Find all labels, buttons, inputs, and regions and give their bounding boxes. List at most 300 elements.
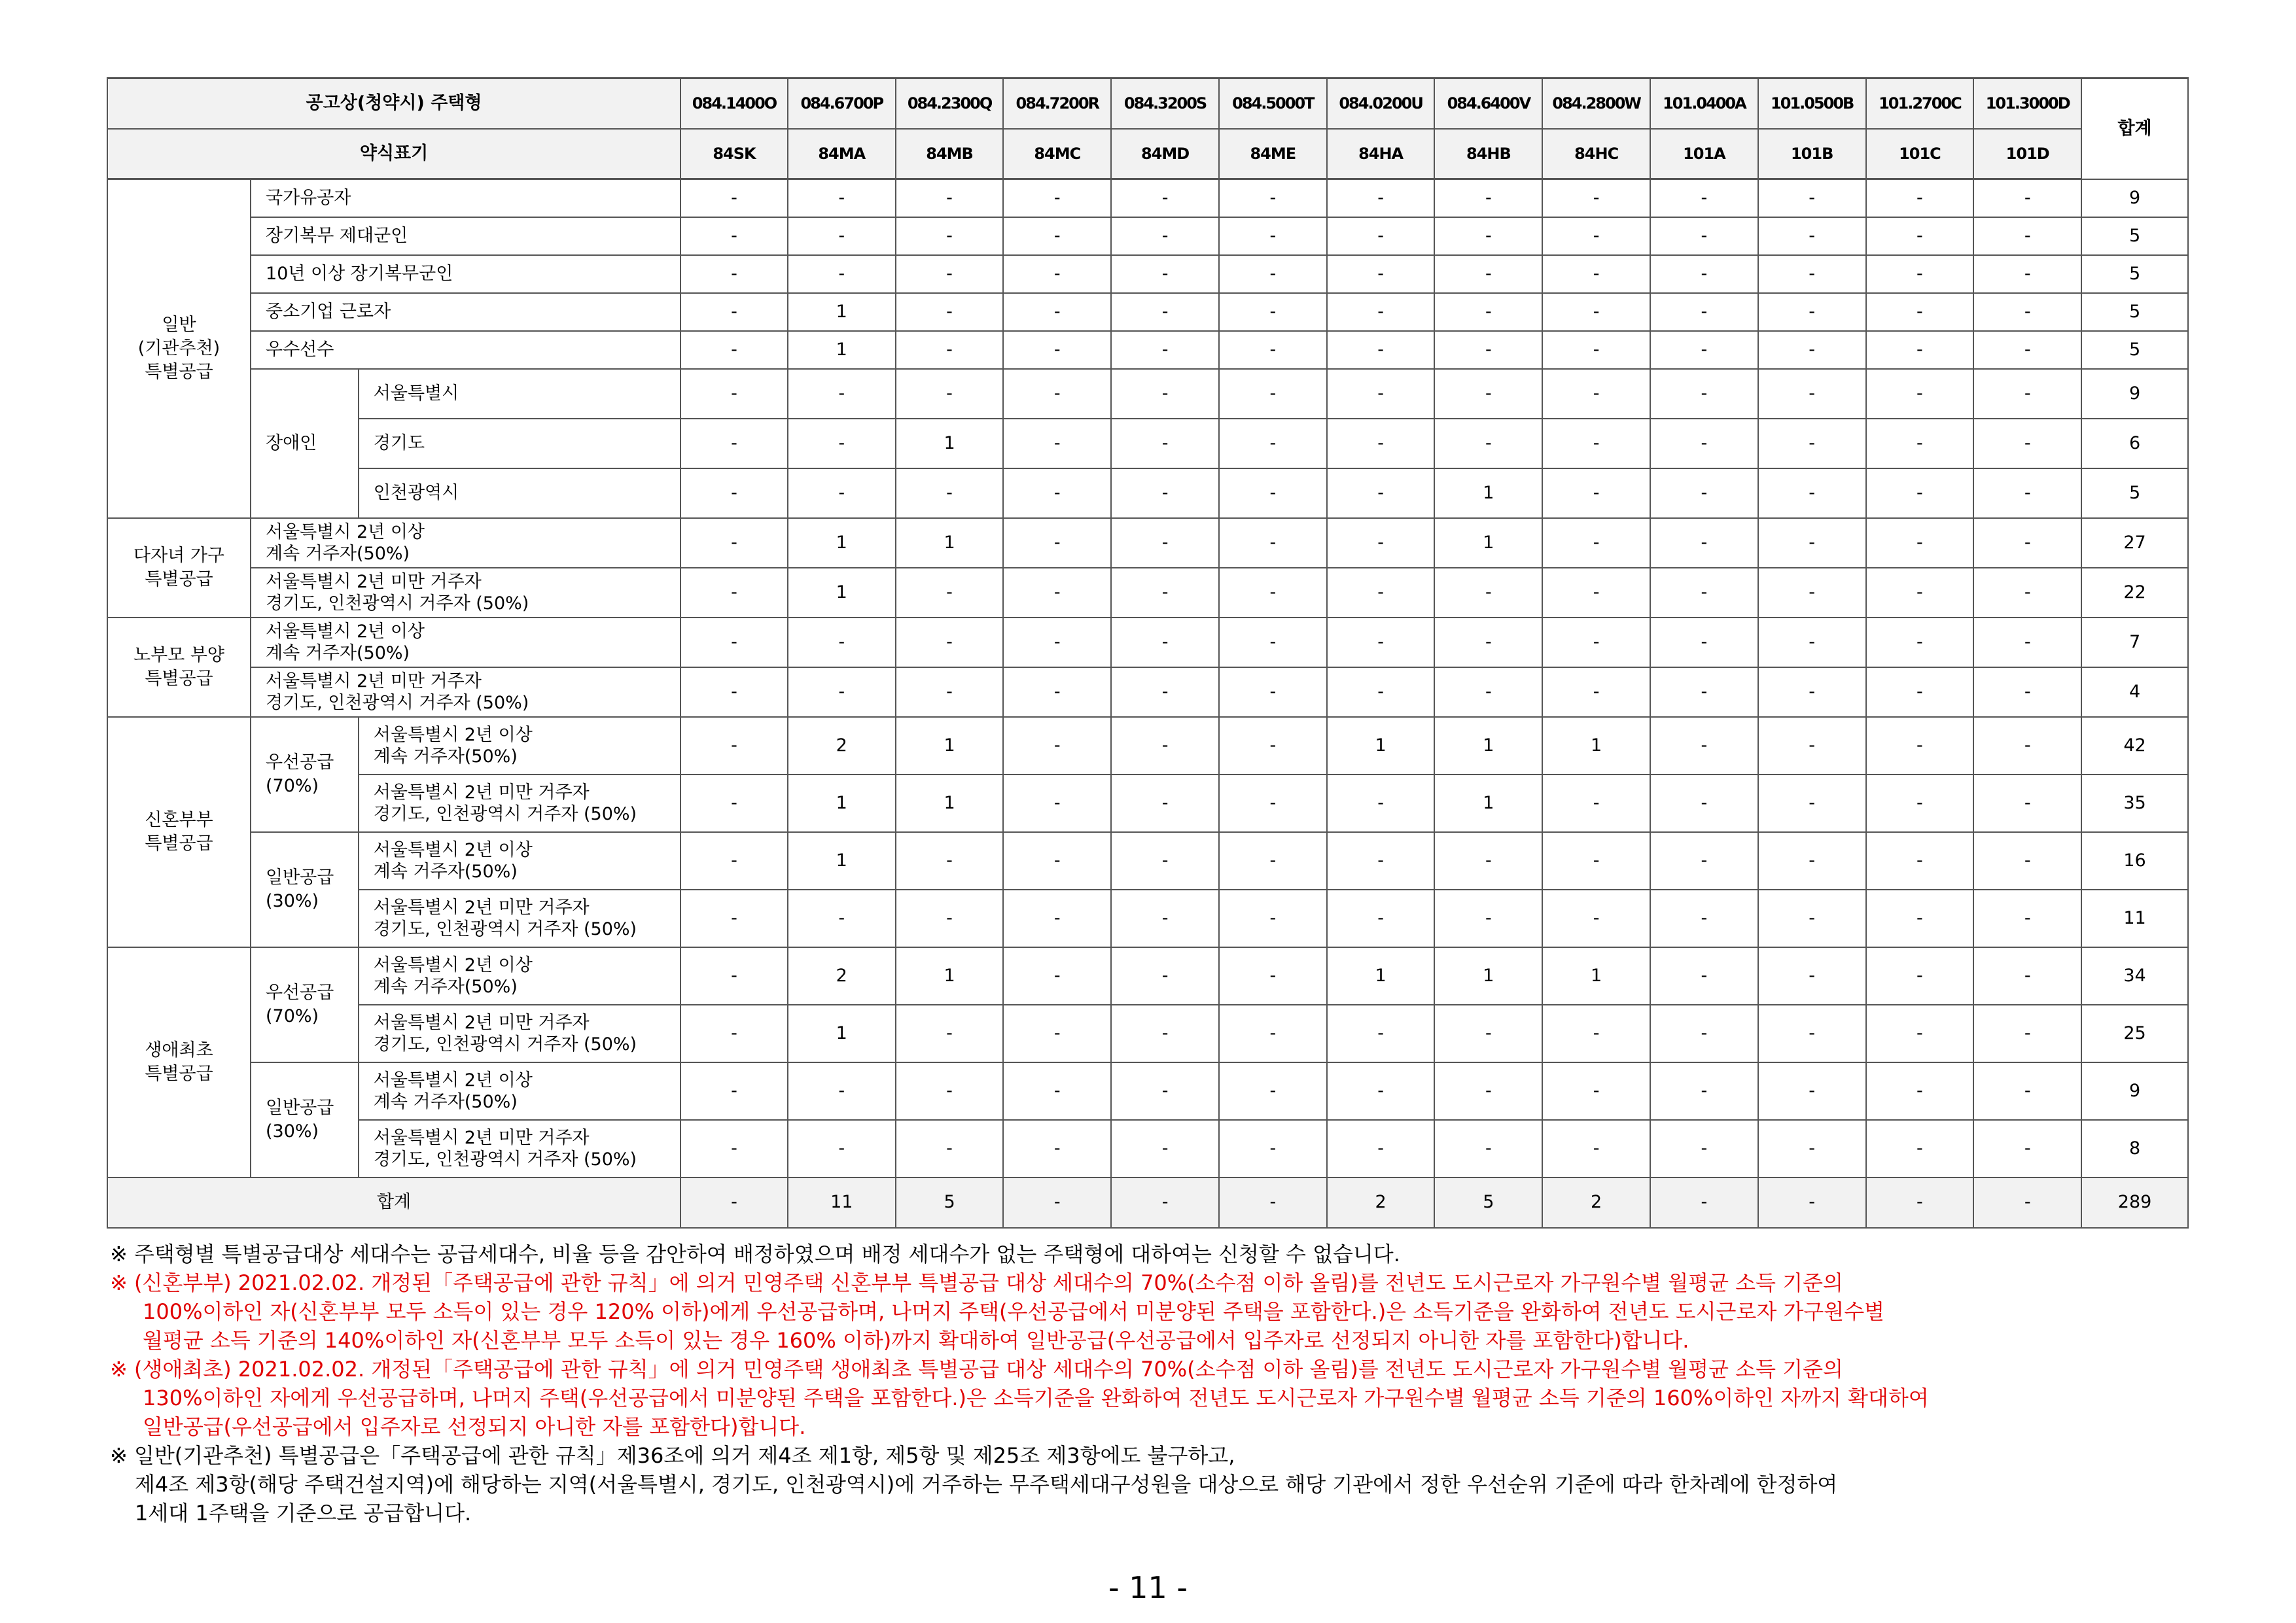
row-total: 25: [2081, 1005, 2188, 1062]
value-cell: 1: [788, 1005, 896, 1062]
value-cell: -: [1866, 179, 1974, 217]
table-row: [107, 832, 2188, 890]
value-cell: -: [1542, 890, 1650, 947]
value-cell: 1: [1434, 947, 1542, 1005]
value-cell: -: [1542, 179, 1650, 217]
value-cell: -: [1542, 255, 1650, 293]
value-cell: -: [1219, 369, 1327, 419]
table-row: [107, 947, 2188, 1005]
value-cell: -: [1219, 331, 1327, 369]
value-cell: 1: [788, 775, 896, 832]
type-code-header: 084.2300Q: [896, 79, 1004, 129]
value-cell: -: [1219, 179, 1327, 217]
value-cell: -: [1758, 1005, 1866, 1062]
value-cell: -: [896, 179, 1004, 217]
type-abbr-header: 101C: [1866, 129, 1974, 179]
value-cell: -: [1111, 618, 1219, 667]
row-total: 16: [2081, 832, 2188, 890]
value-cell: -: [788, 468, 896, 518]
type-abbr-header: 101D: [1973, 129, 2081, 179]
value-cell: -: [1758, 947, 1866, 1005]
value-cell: -: [680, 832, 788, 890]
value-cell: 1: [1327, 717, 1435, 775]
table-row: [107, 255, 2188, 293]
table-row: [107, 468, 2188, 518]
row-label: 서울특별시 2년 이상 계속 거주자(50%): [359, 832, 680, 890]
value-cell: -: [1758, 369, 1866, 419]
sum-value: -: [1650, 1178, 1758, 1228]
value-cell: -: [1219, 1062, 1327, 1120]
value-cell: -: [1650, 331, 1758, 369]
value-cell: -: [680, 369, 788, 419]
row-label: 서울특별시 2년 이상 계속 거주자(50%): [251, 518, 680, 568]
type-code-header: 101.0400A: [1650, 79, 1758, 129]
row-total: 9: [2081, 369, 2188, 419]
value-cell: -: [788, 255, 896, 293]
value-cell: -: [1219, 775, 1327, 832]
value-cell: -: [1219, 1005, 1327, 1062]
value-cell: -: [1542, 419, 1650, 468]
value-cell: -: [1542, 518, 1650, 568]
row-total: 5: [2081, 468, 2188, 518]
value-cell: -: [1542, 775, 1650, 832]
value-cell: -: [896, 293, 1004, 331]
value-cell: -: [1758, 217, 1866, 255]
sum-value: -: [1111, 1178, 1219, 1228]
value-cell: -: [1327, 832, 1435, 890]
sum-total: 289: [2081, 1178, 2188, 1228]
value-cell: -: [1434, 832, 1542, 890]
value-cell: -: [1866, 890, 1974, 947]
value-cell: -: [788, 1062, 896, 1120]
value-cell: -: [1111, 217, 1219, 255]
value-cell: -: [680, 1120, 788, 1178]
row-total: 9: [2081, 1062, 2188, 1120]
type-abbr-header: 84SK: [680, 129, 788, 179]
value-cell: 1: [1542, 947, 1650, 1005]
value-cell: -: [1758, 667, 1866, 717]
row-total: 11: [2081, 890, 2188, 947]
value-cell: 1: [1434, 775, 1542, 832]
sum-value: 5: [896, 1178, 1004, 1228]
value-cell: -: [1003, 369, 1111, 419]
value-cell: -: [680, 717, 788, 775]
value-cell: -: [1219, 1120, 1327, 1178]
value-cell: -: [1973, 568, 2081, 618]
value-cell: -: [1219, 255, 1327, 293]
value-cell: -: [1542, 468, 1650, 518]
value-cell: -: [1111, 1062, 1219, 1120]
subgroup-priority: 우선공급 (70%): [251, 947, 359, 1062]
value-cell: -: [680, 255, 788, 293]
value-cell: -: [1434, 217, 1542, 255]
type-code-header: 084.7200R: [1003, 79, 1111, 129]
value-cell: -: [1973, 331, 2081, 369]
value-cell: -: [1003, 775, 1111, 832]
table-body: [107, 179, 2188, 1228]
value-cell: -: [1866, 255, 1974, 293]
value-cell: -: [1542, 568, 1650, 618]
value-cell: -: [680, 1062, 788, 1120]
value-cell: -: [896, 468, 1004, 518]
sum-row: [107, 1178, 2188, 1228]
table-row: [107, 331, 2188, 369]
table-row: [107, 179, 2188, 217]
type-code-header: 084.6400V: [1434, 79, 1542, 129]
note-institution-line2: 제4조 제3항(해당 주택건설지역)에 해당하는 지역(서울특별시, 경기도, 인천광역시)에 거주하는 무주택세대구성원을 대상으로 해당 기관에서 정한 우선순위 기준에 따라 한차례에 한정하여: [135, 1472, 1838, 1497]
value-cell: -: [1219, 890, 1327, 947]
value-cell: -: [1219, 217, 1327, 255]
value-cell: 1: [1434, 468, 1542, 518]
row-label: 서울특별시 2년 미만 거주자 경기도, 인천광역시 거주자 (50%): [359, 1005, 680, 1062]
sum-value: -: [1003, 1178, 1111, 1228]
value-cell: -: [1866, 947, 1974, 1005]
value-cell: -: [1542, 369, 1650, 419]
value-cell: -: [1219, 618, 1327, 667]
value-cell: -: [1650, 217, 1758, 255]
value-cell: -: [1650, 568, 1758, 618]
value-cell: -: [1973, 947, 2081, 1005]
value-cell: -: [1111, 293, 1219, 331]
value-cell: -: [896, 667, 1004, 717]
sum-value: 2: [1327, 1178, 1435, 1228]
table-row: [107, 1062, 2188, 1120]
value-cell: -: [1111, 179, 1219, 217]
value-cell: -: [1327, 518, 1435, 568]
value-cell: -: [1650, 947, 1758, 1005]
value-cell: -: [1111, 1005, 1219, 1062]
value-cell: -: [1219, 832, 1327, 890]
value-cell: -: [1542, 1005, 1650, 1062]
value-cell: -: [1758, 890, 1866, 947]
value-cell: -: [1111, 419, 1219, 468]
value-cell: -: [1327, 293, 1435, 331]
value-cell: -: [788, 217, 896, 255]
value-cell: -: [680, 947, 788, 1005]
subgroup-general: 일반공급 (30%): [251, 832, 359, 947]
note-institution-line3: 1세대 1주택을 기준으로 공급합니다.: [135, 1501, 472, 1526]
value-cell: -: [1758, 331, 1866, 369]
value-cell: -: [1327, 1120, 1435, 1178]
value-cell: -: [1003, 1062, 1111, 1120]
value-cell: -: [1111, 369, 1219, 419]
value-cell: -: [1542, 667, 1650, 717]
value-cell: -: [680, 217, 788, 255]
value-cell: -: [1111, 947, 1219, 1005]
value-cell: -: [1866, 1062, 1974, 1120]
value-cell: -: [1758, 518, 1866, 568]
value-cell: -: [1434, 618, 1542, 667]
value-cell: -: [1866, 667, 1974, 717]
value-cell: -: [1866, 419, 1974, 468]
value-cell: -: [1758, 618, 1866, 667]
group-multi-child: 다자녀 가구 특별공급: [107, 518, 251, 618]
row-total: 9: [2081, 179, 2188, 217]
value-cell: -: [1758, 419, 1866, 468]
value-cell: -: [1003, 667, 1111, 717]
value-cell: -: [1650, 369, 1758, 419]
subgroup-priority: 우선공급 (70%): [251, 717, 359, 832]
row-total: 5: [2081, 293, 2188, 331]
value-cell: -: [1327, 331, 1435, 369]
value-cell: 1: [1434, 717, 1542, 775]
value-cell: -: [1973, 255, 2081, 293]
row-label: 중소기업 근로자: [251, 293, 680, 331]
value-cell: -: [680, 568, 788, 618]
note-first-home-line1: ※ (생애최초) 2021.02.02. 개정된「주택공급에 관한 규칙」에 의거 민영주택 생애최초 특별공급 대상 세대수의 70%(소수점 이하 올림)를 전년도 도시근로자 가구원수별 월평균 소득 기준의: [110, 1357, 1843, 1382]
value-cell: -: [680, 468, 788, 518]
type-code-header: 101.0500B: [1758, 79, 1866, 129]
value-cell: -: [896, 1062, 1004, 1120]
value-cell: -: [1650, 717, 1758, 775]
value-cell: -: [1973, 518, 2081, 568]
value-cell: -: [1973, 468, 2081, 518]
value-cell: -: [1111, 775, 1219, 832]
value-cell: -: [1434, 568, 1542, 618]
value-cell: 1: [896, 717, 1004, 775]
type-abbr-header: 84MA: [788, 129, 896, 179]
value-cell: -: [1758, 468, 1866, 518]
value-cell: -: [1758, 717, 1866, 775]
value-cell: -: [1003, 890, 1111, 947]
type-abbr-header: 101B: [1758, 129, 1866, 179]
value-cell: -: [1973, 1005, 2081, 1062]
row-label: 서울특별시 2년 미만 거주자 경기도, 인천광역시 거주자 (50%): [251, 667, 680, 717]
value-cell: -: [1758, 293, 1866, 331]
subgroup-disabled: 장애인: [251, 369, 359, 518]
value-cell: -: [1003, 217, 1111, 255]
value-cell: -: [680, 1005, 788, 1062]
value-cell: -: [788, 890, 896, 947]
value-cell: -: [1650, 255, 1758, 293]
type-code-header: 084.1400O: [680, 79, 788, 129]
type-code-header: 101.2700C: [1866, 79, 1974, 129]
value-cell: 2: [788, 947, 896, 1005]
value-cell: -: [680, 775, 788, 832]
row-total: 5: [2081, 255, 2188, 293]
value-cell: -: [1650, 1062, 1758, 1120]
value-cell: -: [1434, 179, 1542, 217]
type-abbr-header: 84HB: [1434, 129, 1542, 179]
row-total: 6: [2081, 419, 2188, 468]
value-cell: -: [1003, 947, 1111, 1005]
value-cell: -: [680, 518, 788, 568]
value-cell: -: [680, 331, 788, 369]
value-cell: -: [1327, 217, 1435, 255]
row-label: 우수선수: [251, 331, 680, 369]
value-cell: -: [1219, 667, 1327, 717]
value-cell: -: [1219, 947, 1327, 1005]
note-institution-line1: ※ 일반(기관추천) 특별공급은「주택공급에 관한 규칙」제36조에 의거 제4조 제1항, 제5항 및 제25조 제3항에도 불구하고,: [110, 1443, 1235, 1468]
type-abbr-header: 84HA: [1327, 129, 1435, 179]
value-cell: -: [1327, 890, 1435, 947]
table-row: [107, 890, 2188, 947]
sum-value: 11: [788, 1178, 896, 1228]
table-row: [107, 369, 2188, 419]
value-cell: -: [1973, 618, 2081, 667]
value-cell: -: [1327, 775, 1435, 832]
value-cell: -: [1542, 331, 1650, 369]
type-abbr-header: 84HC: [1542, 129, 1650, 179]
value-cell: -: [680, 293, 788, 331]
row-total: 27: [2081, 518, 2188, 568]
group-institution: 일반 (기관추천) 특별공급: [107, 179, 251, 518]
group-elderly-parent: 노부모 부양 특별공급: [107, 618, 251, 717]
sum-value: 2: [1542, 1178, 1650, 1228]
table-row: [107, 293, 2188, 331]
value-cell: -: [1111, 518, 1219, 568]
value-cell: -: [1866, 293, 1974, 331]
value-cell: -: [788, 667, 896, 717]
value-cell: 1: [788, 832, 896, 890]
value-cell: -: [1434, 369, 1542, 419]
row-label: 서울특별시 2년 미만 거주자 경기도, 인천광역시 거주자 (50%): [359, 1120, 680, 1178]
value-cell: -: [1973, 419, 2081, 468]
value-cell: -: [896, 1005, 1004, 1062]
type-abbr-header: 84MC: [1003, 129, 1111, 179]
value-cell: 1: [1327, 947, 1435, 1005]
value-cell: -: [1219, 468, 1327, 518]
row-label: 서울특별시 2년 이상 계속 거주자(50%): [359, 947, 680, 1005]
value-cell: -: [1003, 717, 1111, 775]
value-cell: -: [680, 618, 788, 667]
value-cell: -: [1111, 255, 1219, 293]
row-total: 22: [2081, 568, 2188, 618]
value-cell: -: [896, 832, 1004, 890]
value-cell: -: [1434, 667, 1542, 717]
value-cell: -: [1866, 568, 1974, 618]
table-row: [107, 717, 2188, 775]
row-label: 장기복무 제대군인: [251, 217, 680, 255]
sum-value: -: [1219, 1178, 1327, 1228]
total-header: 합계: [2081, 79, 2188, 179]
value-cell: -: [896, 890, 1004, 947]
value-cell: -: [1973, 775, 2081, 832]
value-cell: -: [1003, 179, 1111, 217]
sum-value: -: [1758, 1178, 1866, 1228]
value-cell: 1: [788, 518, 896, 568]
row-total: 5: [2081, 217, 2188, 255]
value-cell: -: [1327, 568, 1435, 618]
value-cell: -: [896, 217, 1004, 255]
value-cell: -: [1434, 1120, 1542, 1178]
note-first-home-line2: 130%이하인 자에게 우선공급하며, 나머지 주택(우선공급에서 미분양된 주택을 포함한다.)은 소득기준을 완화하여 전년도 도시근로자 가구원수별 월평균 소득 기준의 160%이하인 자까지 확대하여: [143, 1386, 1929, 1410]
value-cell: -: [1003, 832, 1111, 890]
value-cell: -: [1003, 331, 1111, 369]
value-cell: 1: [1434, 518, 1542, 568]
sum-value: -: [1973, 1178, 2081, 1228]
row-label: 서울특별시 2년 이상 계속 거주자(50%): [359, 717, 680, 775]
value-cell: -: [1219, 518, 1327, 568]
table-row: [107, 775, 2188, 832]
value-cell: -: [896, 255, 1004, 293]
value-cell: -: [1866, 1005, 1974, 1062]
value-cell: -: [1866, 518, 1974, 568]
value-cell: -: [1327, 468, 1435, 518]
sum-value: 5: [1434, 1178, 1542, 1228]
subgroup-general: 일반공급 (30%): [251, 1062, 359, 1178]
value-cell: -: [1650, 468, 1758, 518]
value-cell: -: [788, 179, 896, 217]
value-cell: -: [1111, 331, 1219, 369]
row-label: 서울특별시 2년 미만 거주자 경기도, 인천광역시 거주자 (50%): [251, 568, 680, 618]
value-cell: -: [1650, 667, 1758, 717]
page-number: - 11 -: [1108, 1570, 1188, 1605]
value-cell: -: [1327, 255, 1435, 293]
row-label: 서울특별시 2년 미만 거주자 경기도, 인천광역시 거주자 (50%): [359, 775, 680, 832]
value-cell: -: [1003, 1005, 1111, 1062]
note-newlywed-line1: ※ (신혼부부) 2021.02.02. 개정된「주택공급에 관한 규칙」에 의거 민영주택 신혼부부 특별공급 대상 세대수의 70%(소수점 이하 올림)를 전년도 도시근로자 가구원수별 월평균 소득 기준의: [110, 1270, 1843, 1295]
value-cell: 1: [896, 947, 1004, 1005]
row-total: 4: [2081, 667, 2188, 717]
table-row: [107, 217, 2188, 255]
value-cell: -: [1542, 832, 1650, 890]
value-cell: -: [788, 1120, 896, 1178]
value-cell: -: [1973, 832, 2081, 890]
type-code-header: 084.0200U: [1327, 79, 1435, 129]
value-cell: -: [1542, 618, 1650, 667]
value-cell: -: [680, 179, 788, 217]
value-cell: -: [788, 618, 896, 667]
value-cell: -: [788, 419, 896, 468]
value-cell: -: [1111, 468, 1219, 518]
value-cell: -: [1650, 832, 1758, 890]
type-abbr-header: 84ME: [1219, 129, 1327, 179]
value-cell: -: [1973, 293, 2081, 331]
value-cell: 1: [788, 293, 896, 331]
row-label: 서울특별시: [359, 369, 680, 419]
value-cell: -: [1866, 217, 1974, 255]
value-cell: -: [896, 369, 1004, 419]
table-row: [107, 618, 2188, 667]
value-cell: -: [1542, 217, 1650, 255]
value-cell: -: [1003, 255, 1111, 293]
header-row-abbr: [107, 129, 2188, 179]
value-cell: -: [1219, 293, 1327, 331]
value-cell: -: [1003, 1120, 1111, 1178]
value-cell: -: [1327, 618, 1435, 667]
value-cell: 1: [896, 775, 1004, 832]
value-cell: -: [1003, 293, 1111, 331]
table-row: [107, 1005, 2188, 1062]
value-cell: -: [1003, 618, 1111, 667]
value-cell: -: [1434, 419, 1542, 468]
value-cell: -: [1219, 568, 1327, 618]
value-cell: -: [1866, 369, 1974, 419]
value-cell: -: [1327, 1062, 1435, 1120]
note-general: ※ 주택형별 특별공급대상 세대수는 공급세대수, 비율 등을 감안하여 배정하였으며 배정 세대수가 없는 주택형에 대하여는 신청할 수 없습니다.: [110, 1242, 1400, 1266]
note-first-home-line3: 일반공급(우선공급에서 입주자로 선정되지 아니한 자를 포함한다)합니다.: [143, 1414, 806, 1439]
value-cell: 1: [896, 518, 1004, 568]
value-cell: -: [1542, 293, 1650, 331]
sum-value: -: [680, 1178, 788, 1228]
value-cell: -: [1650, 293, 1758, 331]
value-cell: -: [1003, 419, 1111, 468]
value-cell: -: [1650, 1005, 1758, 1062]
value-cell: -: [680, 419, 788, 468]
value-cell: -: [1758, 775, 1866, 832]
value-cell: -: [1003, 568, 1111, 618]
type-header-label: 공고상(청약시) 주택형: [107, 79, 680, 129]
row-label: 서울특별시 2년 미만 거주자 경기도, 인천광역시 거주자 (50%): [359, 890, 680, 947]
value-cell: 2: [788, 717, 896, 775]
value-cell: 1: [896, 419, 1004, 468]
header-row-types: [107, 79, 2188, 129]
row-total: 35: [2081, 775, 2188, 832]
value-cell: -: [1650, 618, 1758, 667]
table-row: [107, 518, 2188, 568]
table-row: [107, 667, 2188, 717]
